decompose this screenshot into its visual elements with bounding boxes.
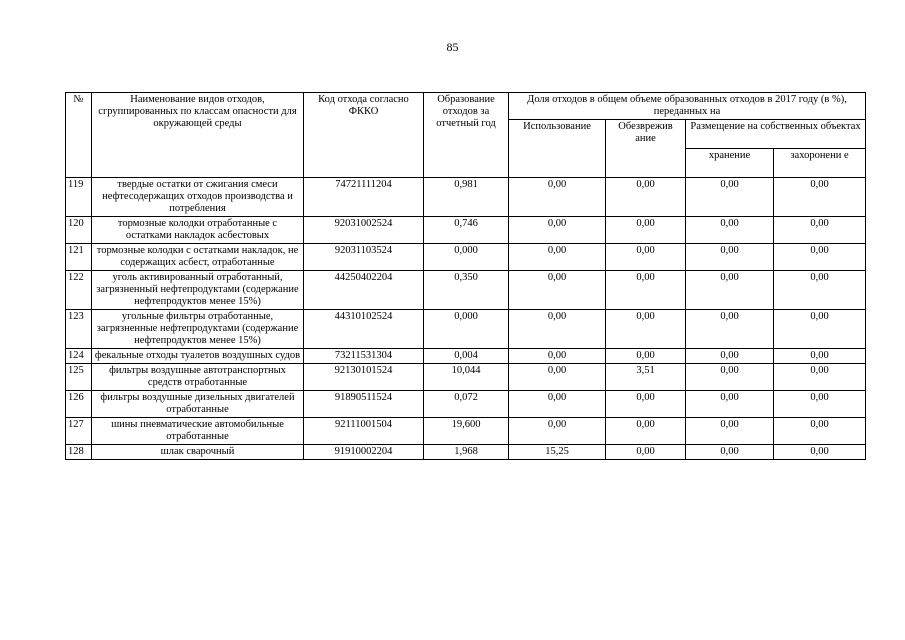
cell-code: 44310102524 [304, 310, 424, 349]
cell-code: 44250402204 [304, 271, 424, 310]
cell-storage: 0,00 [686, 364, 774, 391]
header-code: Код отхода согласно ФККО [304, 93, 424, 178]
header-neutralization: Обезврежив ание [606, 120, 686, 178]
header-placement: Размещение на собственных объектах [686, 120, 866, 149]
cell-burial: 0,00 [774, 418, 866, 445]
header-name: Наименование видов отходов, сгруппированных по классам опасности для окружающей среды [92, 93, 304, 178]
cell-use: 15,25 [509, 445, 606, 460]
cell-storage: 0,00 [686, 178, 774, 217]
table-row [66, 391, 866, 418]
table-header [66, 93, 866, 178]
table-body [66, 178, 866, 460]
cell-use: 0,00 [509, 349, 606, 364]
cell-use: 0,00 [509, 418, 606, 445]
cell-burial: 0,00 [774, 217, 866, 244]
cell-use: 0,00 [509, 310, 606, 349]
cell-name: шины пневматические автомобильные отработанные [92, 418, 304, 445]
header-storage: хранение [686, 149, 774, 178]
table-row [66, 271, 866, 310]
waste-table [65, 92, 866, 460]
table-row [66, 217, 866, 244]
cell-code: 74721111204 [304, 178, 424, 217]
cell-code: 91890511524 [304, 391, 424, 418]
cell-num: 120 [66, 217, 92, 244]
table-row [66, 364, 866, 391]
cell-storage: 0,00 [686, 391, 774, 418]
table-row [66, 178, 866, 217]
cell-code: 73211531304 [304, 349, 424, 364]
cell-formed: 0,350 [424, 271, 509, 310]
cell-use: 0,00 [509, 391, 606, 418]
cell-num: 121 [66, 244, 92, 271]
cell-formed: 0,004 [424, 349, 509, 364]
cell-name: фильтры воздушные дизельных двигателей отработанные [92, 391, 304, 418]
cell-formed: 0,981 [424, 178, 509, 217]
cell-storage: 0,00 [686, 418, 774, 445]
cell-code: 92031002524 [304, 217, 424, 244]
cell-num: 119 [66, 178, 92, 217]
cell-name: фекальные отходы туалетов воздушных судов [92, 349, 304, 364]
cell-num: 122 [66, 271, 92, 310]
cell-storage: 0,00 [686, 349, 774, 364]
cell-num: 124 [66, 349, 92, 364]
cell-num: 123 [66, 310, 92, 349]
cell-storage: 0,00 [686, 244, 774, 271]
table-row [66, 349, 866, 364]
cell-burial: 0,00 [774, 310, 866, 349]
cell-burial: 0,00 [774, 391, 866, 418]
cell-code: 92130101524 [304, 364, 424, 391]
header-num: № [66, 93, 92, 178]
cell-use: 0,00 [509, 244, 606, 271]
cell-burial: 0,00 [774, 244, 866, 271]
cell-num: 128 [66, 445, 92, 460]
header-burial: захоронени е [774, 149, 866, 178]
cell-storage: 0,00 [686, 445, 774, 460]
cell-name: тормозные колодки отработанные с остатками накладок асбестовых [92, 217, 304, 244]
cell-use: 0,00 [509, 271, 606, 310]
cell-neutralization: 0,00 [606, 349, 686, 364]
cell-neutralization: 0,00 [606, 391, 686, 418]
header-share: Доля отходов в общем объеме образованных отходов в 2017 году (в %), переданных на [509, 93, 866, 120]
cell-neutralization: 3,51 [606, 364, 686, 391]
cell-use: 0,00 [509, 178, 606, 217]
cell-name: шлак сварочный [92, 445, 304, 460]
cell-neutralization: 0,00 [606, 445, 686, 460]
table-row [66, 244, 866, 271]
cell-use: 0,00 [509, 364, 606, 391]
cell-neutralization: 0,00 [606, 418, 686, 445]
cell-burial: 0,00 [774, 271, 866, 310]
cell-num: 126 [66, 391, 92, 418]
cell-neutralization: 0,00 [606, 217, 686, 244]
cell-storage: 0,00 [686, 271, 774, 310]
cell-neutralization: 0,00 [606, 178, 686, 217]
cell-name: твердые остатки от сжигания смеси нефтесодержащих отходов производства и потребления [92, 178, 304, 217]
page-number: 85 [446, 40, 459, 54]
cell-code: 92111001504 [304, 418, 424, 445]
cell-formed: 19,600 [424, 418, 509, 445]
header-use: Использование [509, 120, 606, 178]
cell-formed: 1,968 [424, 445, 509, 460]
cell-neutralization: 0,00 [606, 244, 686, 271]
cell-num: 127 [66, 418, 92, 445]
cell-formed: 0,072 [424, 391, 509, 418]
cell-name: тормозные колодки с остатками накладок, не содержащих асбест, отработанные [92, 244, 304, 271]
cell-burial: 0,00 [774, 178, 866, 217]
cell-formed: 0,000 [424, 244, 509, 271]
cell-formed: 10,044 [424, 364, 509, 391]
cell-name: уголь активированный отработанный, загрязненный нефтепродуктами (содержание нефтепродуктов менее 15%) [92, 271, 304, 310]
table-row [66, 310, 866, 349]
cell-formed: 0,746 [424, 217, 509, 244]
cell-code: 92031103524 [304, 244, 424, 271]
cell-burial: 0,00 [774, 445, 866, 460]
cell-neutralization: 0,00 [606, 310, 686, 349]
cell-formed: 0,000 [424, 310, 509, 349]
cell-num: 125 [66, 364, 92, 391]
cell-use: 0,00 [509, 217, 606, 244]
table-row [66, 445, 866, 460]
cell-storage: 0,00 [686, 217, 774, 244]
cell-neutralization: 0,00 [606, 271, 686, 310]
cell-storage: 0,00 [686, 310, 774, 349]
table-row [66, 418, 866, 445]
cell-name: фильтры воздушные автотранспортных средств отработанные [92, 364, 304, 391]
cell-burial: 0,00 [774, 349, 866, 364]
cell-name: угольные фильтры отработанные, загрязненные нефтепродуктами (содержание нефтепродуктов менее 15%) [92, 310, 304, 349]
cell-code: 91910002204 [304, 445, 424, 460]
header-formed: Образование отходов за отчетный год [424, 93, 509, 178]
cell-burial: 0,00 [774, 364, 866, 391]
